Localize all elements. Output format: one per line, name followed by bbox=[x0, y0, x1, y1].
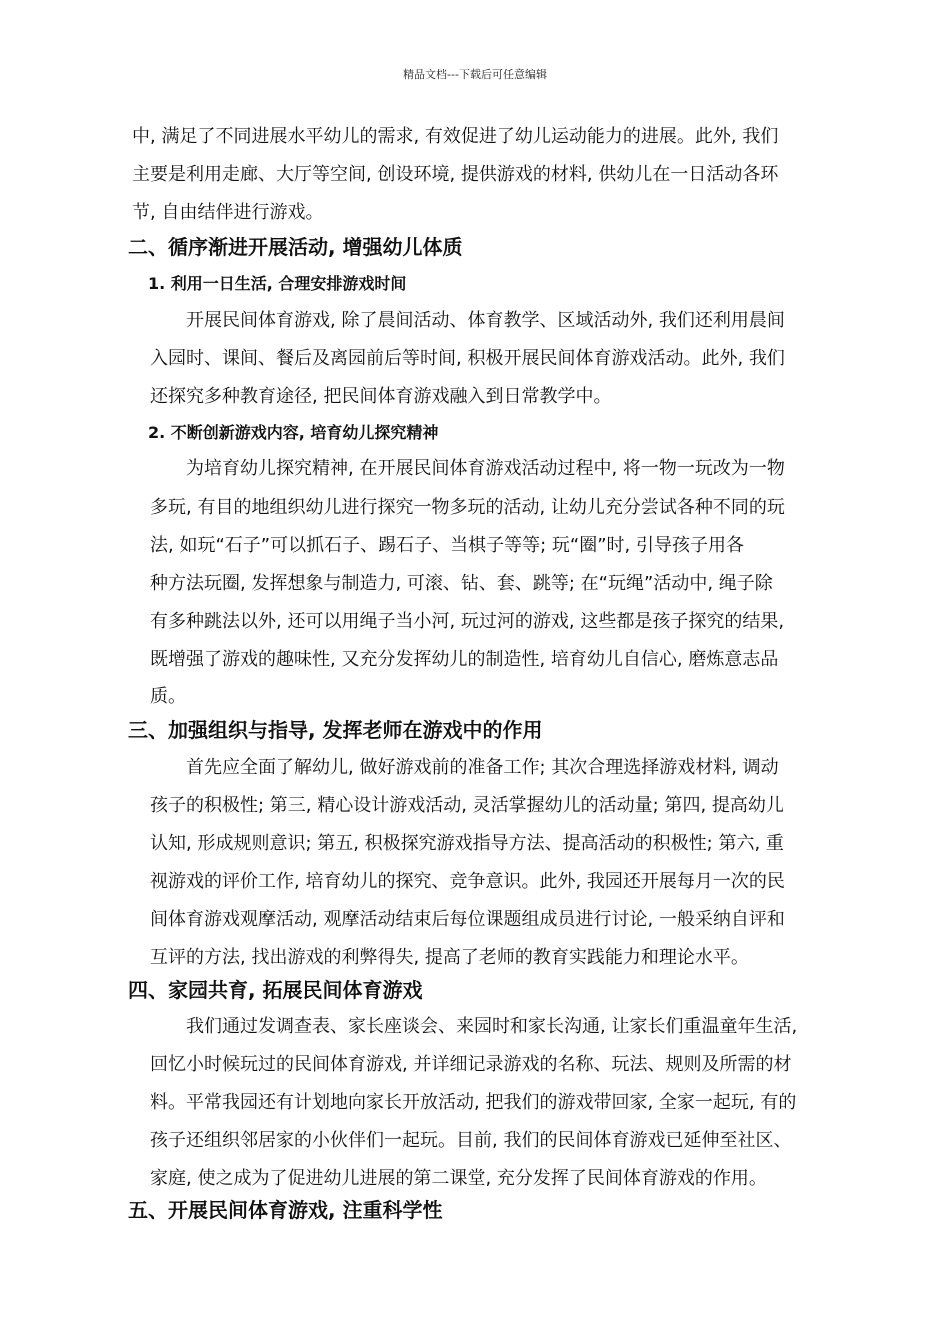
text-line: 种方法玩圈, 发挥想象与制造力, 可滚、钻、套、跳等; 在“玩绳”活动中, 绳子除 bbox=[150, 573, 773, 594]
text-line: 认知, 形成规则意识; 第五, 积极探究游戏指导方法、提高活动的积极性; 第六, 重 bbox=[150, 833, 784, 854]
text-line: 有多种跳法以外, 还可以用绳子当小河, 玩过河的游戏, 这些都是孩子探究的结果, bbox=[150, 611, 785, 632]
section-heading: 三、加强组织与指导, 发挥老师在游戏中的作用 bbox=[128, 718, 543, 742]
text-line: 视游戏的评价工作, 培育幼儿的探究、竞争意识。此外, 我园还开展每月一次的民 bbox=[150, 871, 785, 892]
text-line: 互评的方法, 找出游戏的利弊得失, 提高了老师的教育实践能力和理论水平。 bbox=[150, 947, 749, 968]
section-heading: 四、家园共育, 拓展民间体育游戏 bbox=[128, 978, 423, 1002]
text-line: 多玩, 有目的地组织幼儿进行探究一物多玩的活动, 让幼儿充分尝试各种不同的玩 bbox=[150, 497, 785, 518]
section-heading: 五、开展民间体育游戏, 注重科学性 bbox=[128, 1198, 443, 1222]
subsection-heading: 2. 不断创新游戏内容, 培育幼儿探究精神 bbox=[148, 423, 439, 442]
text-line: 首先应全面了解幼儿, 做好游戏前的准备工作; 其次合理选择游戏材料, 调动 bbox=[186, 757, 779, 778]
text-line: 还探究多种教育途径, 把民间体育游戏融入到日常教学中。 bbox=[150, 386, 612, 407]
text-line: 家庭, 使之成为了促进幼儿进展的第二课堂, 充分发挥了民间体育游戏的作用。 bbox=[150, 1168, 767, 1189]
text-line: 为培育幼儿探究精神, 在开展民间体育游戏活动过程中, 将一物一玩改为一物 bbox=[186, 458, 785, 479]
section-heading: 二、循序渐进开展活动, 增强幼儿体质 bbox=[128, 235, 463, 259]
text-line: 孩子还组织邻居家的小伙伴们一起玩。目前, 我们的民间体育游戏已延伸至社区、 bbox=[150, 1130, 792, 1151]
text-line: 既增强了游戏的趣味性, 又充分发挥幼儿的制造性, 培育幼儿自信心, 磨炼意志品 bbox=[150, 649, 779, 670]
text-line: 料。平常我园还有计划地向家长开放活动, 把我们的游戏带回家, 全家一起玩, 有的 bbox=[150, 1092, 797, 1113]
text-line: 我们通过发调查表、家长座谈会、来园时和家长沟通, 让家长们重温童年生活, bbox=[186, 1016, 798, 1037]
text-line: 节, 自由结伴进行游戏。 bbox=[132, 202, 324, 223]
text-line: 间体育游戏观摩活动, 观摩活动结束后每位课题组成员进行讨论, 一般采纳自评和 bbox=[150, 909, 785, 930]
text-line: 质。 bbox=[150, 686, 186, 707]
text-line: 入园时、课间、餐后及离园前后等时间, 积极开展民间体育游戏活动。此外, 我们 bbox=[150, 348, 785, 369]
text-line: 中, 满足了不同进展水平幼儿的需求, 有效促进了幼儿运动能力的进展。此外, 我们 bbox=[132, 126, 779, 147]
text-line: 法, 如玩“石子”可以抓石子、踢石子、当棋子等等; 玩“圈”时, 引导孩子用各 bbox=[150, 535, 744, 556]
subsection-heading: 1. 利用一日生活, 合理安排游戏时间 bbox=[148, 274, 407, 293]
text-line: 孩子的积极性; 第三, 精心设计游戏活动, 灵活掌握幼儿的活动量; 第四, 提高幼儿 bbox=[150, 795, 784, 816]
page-header: 精品文档---下载后可任意编辑 bbox=[403, 68, 547, 81]
text-line: 主要是利用走廊、大厅等空间, 创设环境, 提供游戏的材料, 供幼儿在一日活动各环 bbox=[132, 164, 779, 185]
text-line: 回忆小时候玩过的民间体育游戏, 并详细记录游戏的名称、玩法、规则及所需的材 bbox=[150, 1054, 792, 1075]
text-line: 开展民间体育游戏, 除了晨间活动、体育教学、区域活动外, 我们还利用晨间 bbox=[186, 310, 785, 331]
